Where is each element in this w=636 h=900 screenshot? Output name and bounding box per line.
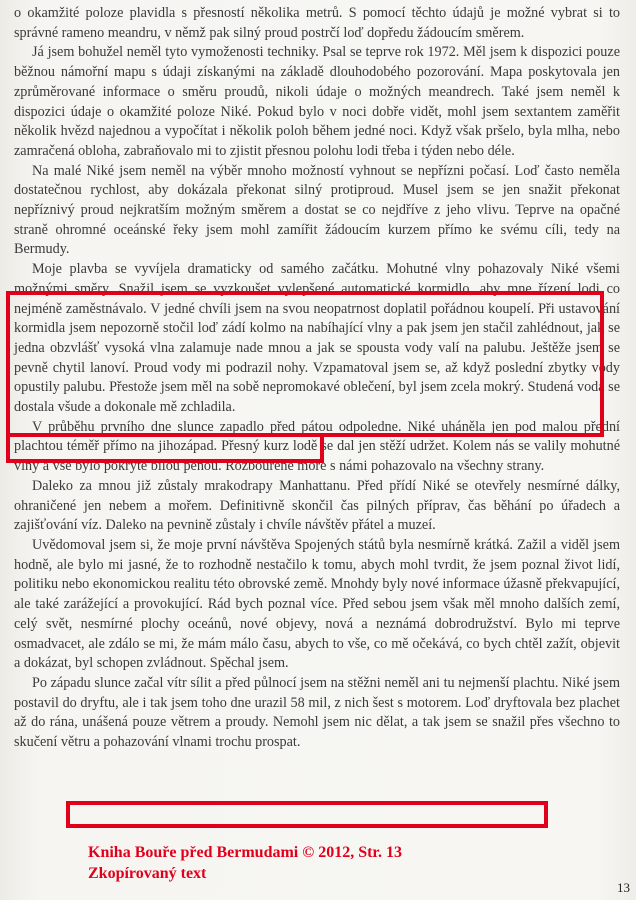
source-caption bbox=[88, 842, 402, 884]
page-number: 13 bbox=[617, 880, 630, 895]
paragraph: V průběhu prvního dne slunce zapadlo před pátou odpoledne. Niké uháněla jen pod malou přední plachtou téměř přímo na jihozápad. Přesný kurz lodě se dal jen stěží udržet. Kolem nás se valily mohutné vlny a vše bylo pokryté bílou pěnou. Rozbouřené moře s námi pohazovalo na všechny strany. bbox=[14, 418, 620, 475]
paragraph: Daleko za mnou již zůstaly mrakodrapy Manhattanu. Před přídí Niké se otevřely nesmírné dálky, ohraničené jen nebem a mořem. Definitivně skončil čas pilných příprav, čas běhání po úřadech a zajišťování víz. Daleko na pevnině zůstaly i chvíle návštěv přátel a muzeí. bbox=[14, 477, 620, 534]
paragraph-highlighted: Moje plavba se vyvíjela dramaticky od samého začátku. Mohutné vlny pohazovaly Niké všemi možnými směry. Snažil jsem se vyzkoušet vylepšené automatické kormidlo, aby mne řízení lodi co nejméně zaměstnávalo. V jedné chvíli jsem na svou neopatrnost doplatil pořádnou koupelí. Při ustavování kormidla jsem nepozorně stočil loď zádí kolmo na nabíhající vlny a pak jsem jen stačil zahlédnout, jak se jedna obzvlášť vysoká vlna zalamuje nade mnou a jak se spousta vody valí na palubu. Ještěže jsem se pevně chytil lanoví. Proud vody mi podrazil nohy. Vzpamatoval jsem se, až když poslední zbytky vody opustily palubu. Přestože jsem měl na sobě nepromokavé oblečení, byl jsem zcela mokrý. Studená voda se dostala všude a dokonale mě zchladila. bbox=[14, 261, 620, 416]
paragraph: Uvědomoval jsem si, že moje první návštěva Spojených států byla nesmírně krátká. Zažil a viděl jsem hodně, ale bylo mi jasné, že to rozhodně nestačilo k tomu, abych mohl tvrdit, že jsem poznal život lidí, politiku nebo ekonomickou realitu této obrovské země. Mnohdy byly nové informace úžasně překvapující, ale také zarážející a provokující. Rád bych poznal více. Před sebou jsem však měl mnoho dalších zemí, celý svět, nesmírné plochy oceánů, nové objevy, nová a neznámá dobrodružství. Bylo mi teprve osmadvacet, ale zdálo se mi, že mám málo času, abych to vše, co mě očekává, co bych chtěl zažít, objevit a dokázat, byl schopen zvládnout. Spěchal jsem. bbox=[14, 536, 620, 672]
caption-subtitle: Zkopírovaný text bbox=[88, 865, 207, 882]
paragraph: Na malé Niké jsem neměl na výběr mnoho možností vyhnout se nepřízni počasí. Loď často neměla dostatečnou rychlost, aby dokázala překonat silný protiproud. Musel jsem se jen snažit překonat nepříznivý proud nejkratším možným směrem a dostat se co nejdříve z jeho vlivu. Teprve na opačné straně ohromné oceánské řeky jsem mohl zamířit žádoucím kurzem přímo ke svému cíli, tedy na Bermudy. bbox=[14, 162, 620, 258]
body-text bbox=[14, 4, 620, 753]
paragraph: o okamžité poloze plavidla s přesností několika metrů. S pomocí těchto údajů je možné vybrat si to správné rameno meandru, v němž pak silný proud postrčí loď dopředu žádoucím směrem. bbox=[14, 5, 620, 41]
paragraph: Já jsem bohužel neměl tyto vymoženosti techniky. Psal se teprve rok 1972. Měl jsem k dispozici pouze běžnou námořní mapu s údaji získanými na základě dlouhodobého pozorování. Mapa poskytovala jen zprůměrované informace o směru proudů, nikoli údaje o možných meandrech. Také jsem neměl k dispozici údaje o okamžité poloze Niké. Pokud bylo v noci dobře vidět, mohl jsem sextantem zaměřit několik hvězd najednou a vypočítat i několik poloh během jedné noci. Když však pršelo, byla mlha, nebo zamračená obloha, zabraňovalo mi to zjistit přesnou polohu lodi třeba i týden nebo déle. bbox=[14, 44, 620, 159]
paragraph: Po západu slunce začal vítr sílit a před půlnocí jsem na stěžni neměl ani tu nejmenší plachtu. Niké jsem postavil do dryftu, ale i tak jsem toho dne urazil 58 mil, z nich šest s motorem. Loď dryftovala bez plachet až do rána, unášená pouze větrem a proudy. Nemohl jsem nic dělat, a tak jsem se snažil přes všechno to skučení větru a pohazování vlnami trochu prospat. bbox=[14, 674, 620, 751]
highlight-box-inline bbox=[66, 801, 548, 828]
caption-title: Kniha Bouře před Bermudami © 2012, Str. 13 bbox=[88, 844, 403, 861]
